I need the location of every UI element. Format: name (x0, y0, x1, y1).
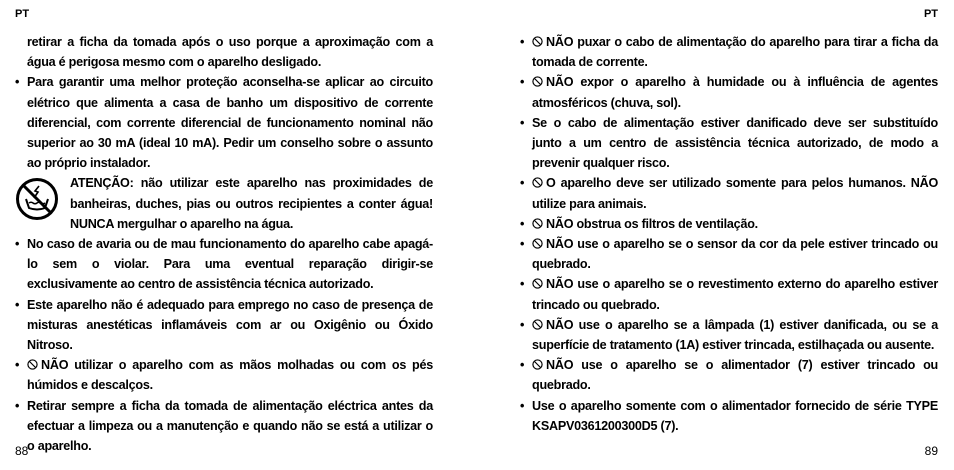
language-label: PT (15, 8, 30, 20)
bullet-text: NÃO utilizar o aparelho com as mãos molhadas ou com os pés húmidos e descalços. (27, 358, 433, 393)
bullet-item (520, 396, 938, 436)
bullet-text: Retirar sempre a ficha da tomada de alimentação eléctrica antes da efectuar a limpeza ou a manutenção e quando não se está a utilizar o o aparelho. (27, 398, 433, 454)
bullet-glyph: • (15, 398, 20, 413)
bullet-glyph: • (520, 216, 525, 231)
bullet-item (520, 214, 938, 234)
bullet-text: NÃO use o aparelho se o sensor da cor da pele estiver trincado ou quebrado. (532, 237, 938, 272)
warning-block (15, 173, 433, 234)
prohibited-icon (532, 278, 543, 289)
bullet-glyph: • (15, 297, 20, 312)
bullet-glyph: • (520, 115, 525, 130)
prohibited-icon (532, 177, 543, 188)
bullet-item (520, 173, 938, 213)
bullet-glyph: • (520, 317, 525, 332)
bullet-item (520, 72, 938, 112)
bullet-glyph: • (520, 277, 525, 292)
bullet-text: NÃO puxar o cabo de alimentação do aparelho para tirar a ficha da tomada de corrente. (532, 35, 938, 70)
bullet-item (520, 274, 938, 314)
bullet-glyph: • (15, 237, 20, 252)
language-label: PT (923, 8, 938, 20)
bullet-text: NÃO expor o aparelho à humidade ou à influência de agentes atmosféricos (chuva, sol). (532, 75, 938, 110)
bullet-item (15, 72, 433, 173)
bullet-glyph: • (520, 237, 525, 252)
prohibited-icon (532, 76, 543, 87)
left-column (15, 32, 433, 456)
bullet-glyph: • (520, 398, 525, 413)
bullet-text: Para garantir uma melhor proteção aconselha-se aplicar ao circuito elétrico que alimenta a casa de banho um dispositivo de corrente diferencial, com corrente diferencial de funcionamento nominal não superior ao 30 mA (ideal 10 mA). Pedir um conselho sobre o assunto ao próprio instalador. (27, 75, 433, 171)
continuation-text: retirar a ficha da tomada após o uso porque a aproximação com a água é perigosa mesmo com o aparelho desligado. (27, 35, 433, 70)
page-number: 88 (15, 444, 29, 458)
prohibited-icon (532, 359, 543, 370)
bullet-text: NÃO use o aparelho se o revestimento externo do aparelho estiver trincado ou quebrado. (532, 277, 938, 312)
bullet-glyph: • (520, 176, 525, 191)
prohibited-icon (532, 238, 543, 249)
bullet-item (520, 32, 938, 72)
bullet-item (15, 355, 433, 395)
bullet-text: Este aparelho não é adequado para emprego no caso de presença de misturas anestéticas inflamáveis com ar ou Oxigênio ou Óxido Nitroso. (27, 297, 433, 353)
bullet-item (520, 113, 938, 174)
no-water-icon (15, 177, 59, 221)
prohibited-icon (27, 359, 38, 370)
bullet-text: O aparelho deve ser utilizado somente para pelos humanos. NÃO utilize para animais. (532, 176, 938, 211)
bullet-text: Use o aparelho somente com o alimentador fornecido de série TYPE KSAPV0361200300D5 (7). (532, 398, 938, 433)
bullet-item (520, 234, 938, 274)
bullet-text: Se o cabo de alimentação estiver danificado deve ser substituído junto a um centro de assistência técnica autorizado, de modo a prevenir qualquer risco. (532, 115, 938, 171)
bullet-glyph: • (15, 75, 20, 90)
warning-text: não utilizar este aparelho nas proximidades de banheiras, duches, pias ou outros recipientes a conter água! NUNCA mergulhar o aparelho na água. (70, 176, 433, 231)
bullet-glyph: • (520, 358, 525, 373)
warning-label: ATENÇÃO: (70, 176, 134, 191)
bullet-item (15, 396, 433, 457)
bullet-glyph: • (520, 75, 525, 90)
bullet-text: NÃO obstrua os filtros de ventilação. (546, 216, 758, 231)
prohibited-icon (532, 319, 543, 330)
bullet-glyph: • (520, 35, 525, 49)
bullet-item (520, 355, 938, 395)
right-column (520, 32, 938, 436)
bullet-text: No caso de avaria ou de mau funcionamento do aparelho cabe apagá-lo sem o violar. Para uma eventual reparação dirigir-se exclusivamente ao centro de assistência técnica autorizado. (27, 237, 433, 292)
bullet-item (520, 315, 938, 355)
prohibited-icon (532, 218, 543, 229)
bullet-text: NÃO use o aparelho se o alimentador (7) estiver trincado ou quebrado. (532, 358, 938, 393)
bullet-glyph: • (15, 358, 20, 373)
bullet-item (15, 234, 433, 295)
prohibited-icon (532, 36, 543, 47)
bullet-item (15, 295, 433, 356)
page-number: 89 (924, 444, 938, 458)
bullet-text: NÃO use o aparelho se a lâmpada (1) estiver danificada, ou se a superfície de tratamento (1A) estiver trincada, estilhaçada ou ausente. (532, 317, 938, 353)
